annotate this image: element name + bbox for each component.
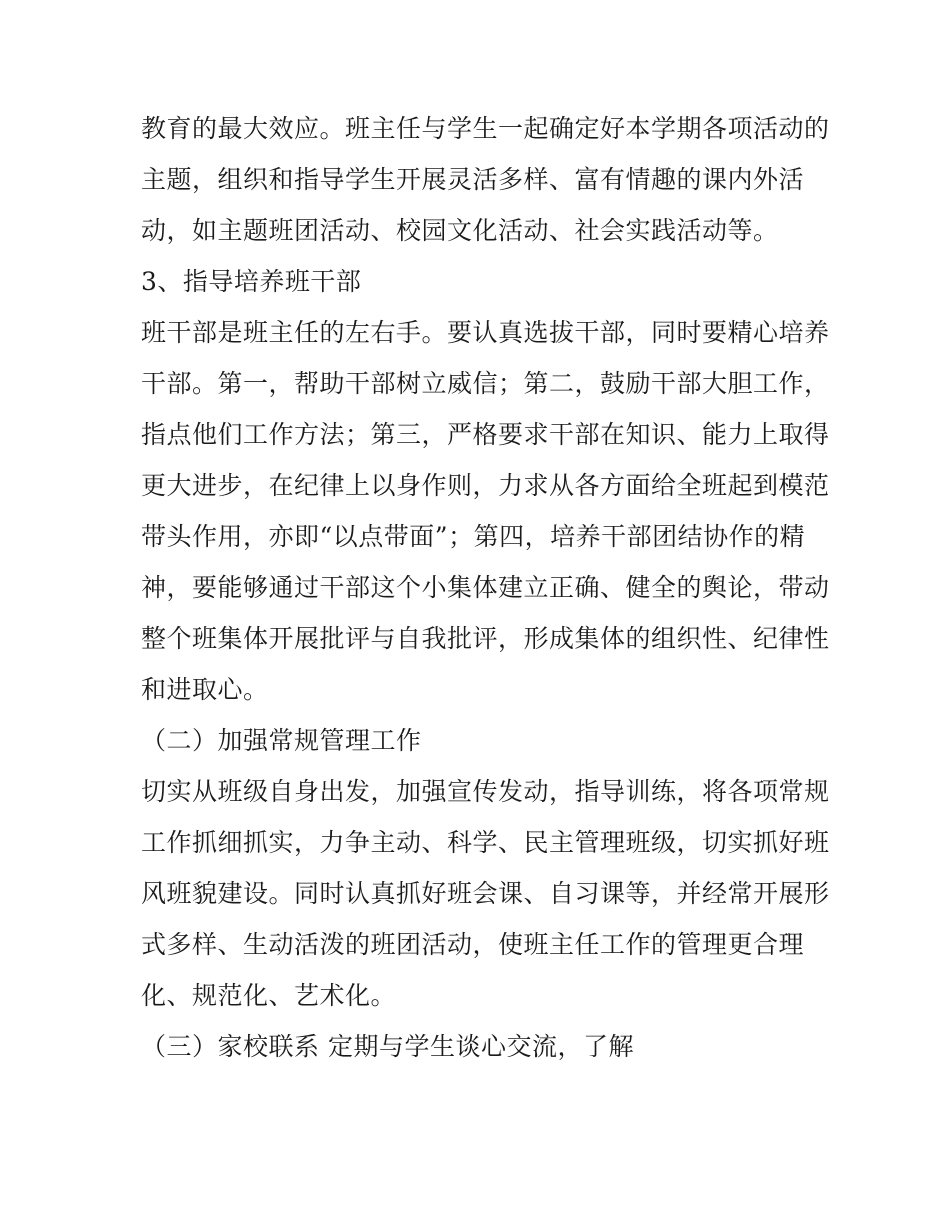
paragraph-line: 动，如主题班团活动、校园文化活动、社会实践活动等。 (141, 216, 779, 245)
paragraph-line: 班干部是班主任的左右手。要认真选拔干部，同时要精心培养 (141, 318, 830, 347)
section-heading: 3、指导培养班干部 (141, 267, 362, 296)
paragraph-line: 整个班集体开展批评与自我批评，形成集体的组织性、纪律性 (141, 624, 830, 653)
paragraph-line: 和进取心。 (141, 675, 269, 704)
paragraph-line: 更大进步，在纪律上以身作则，力求从各方面给全班起到模范 (141, 471, 830, 500)
paragraph-line: 式多样、生动活泼的班团活动，使班主任工作的管理更合理 (141, 930, 805, 959)
paragraph-line: 干部。第一，帮助干部树立威信；第二，鼓励干部大胆工作， (141, 369, 830, 398)
paragraph-line: 主题，组织和指导学生开展灵活多样、富有情趣的课内外活 (141, 165, 805, 194)
paragraph-line: 带头作用，亦即“以点带面”；第四，培养干部团结协作的精 (141, 522, 806, 551)
section-heading: （三）家校联系 定期与学生谈心交流，了解 (141, 1032, 634, 1061)
paragraph-line: 切实从班级自身出发，加强宣传发动，指导训练，将各项常规 (141, 777, 830, 806)
paragraph-line: 风班貌建设。同时认真抓好班会课、自习课等，并经常开展形 (141, 879, 830, 908)
section-heading: （二）加强常规管理工作 (141, 726, 422, 755)
paragraph-line: 工作抓细抓实，力争主动、科学、民主管理班级，切实抓好班 (141, 828, 830, 857)
paragraph-line: 化、规范化、艺术化。 (141, 981, 397, 1010)
paragraph-line: 神，要能够通过干部这个小集体建立正确、健全的舆论，带动 (141, 573, 830, 602)
paragraph-line: 教育的最大效应。班主任与学生一起确定好本学期各项活动的 (141, 114, 830, 143)
paragraph-line: 指点他们工作方法；第三，严格要求干部在知识、能力上取得 (141, 420, 830, 449)
